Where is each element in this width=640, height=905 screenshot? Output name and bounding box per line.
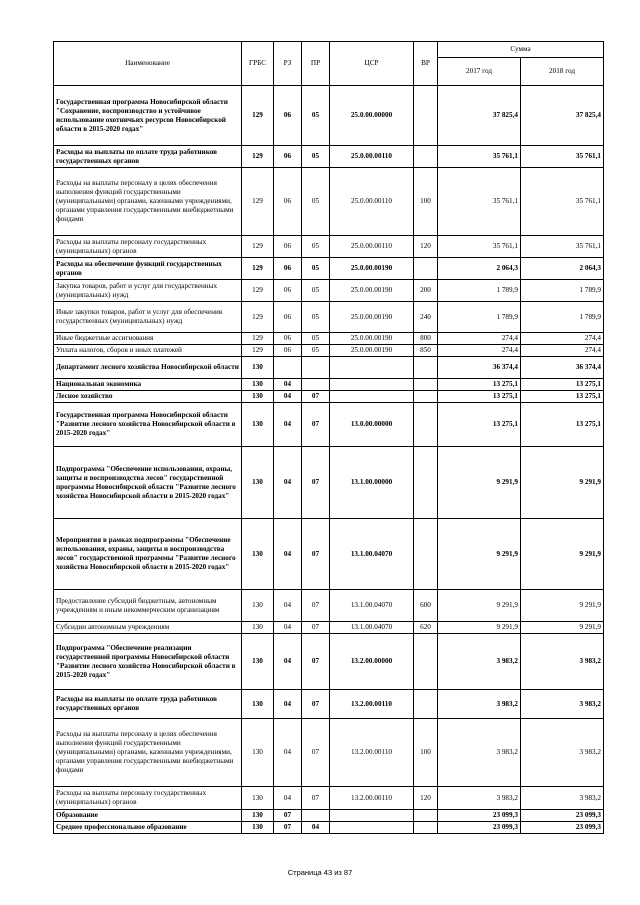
row-rz: 06 bbox=[274, 333, 302, 345]
table-row bbox=[54, 719, 604, 787]
row-sum-2018: 3 983,2 bbox=[521, 787, 604, 810]
row-pr bbox=[302, 379, 330, 391]
table-row bbox=[54, 447, 604, 519]
row-csr: 25.0.00.00190 bbox=[330, 333, 414, 345]
row-sum-2018: 1 789,9 bbox=[521, 302, 604, 333]
row-sum-2017: 3 983,2 bbox=[438, 690, 521, 719]
row-csr: 13.2.00.00110 bbox=[330, 690, 414, 719]
row-pr: 05 bbox=[302, 86, 330, 146]
row-csr: 25.0.00.00110 bbox=[330, 236, 414, 258]
row-sum-2018: 1 789,9 bbox=[521, 280, 604, 302]
row-vr: 240 bbox=[414, 302, 438, 333]
row-rz: 06 bbox=[274, 168, 302, 236]
table-row bbox=[54, 810, 604, 822]
row-sum-2018: 9 291,9 bbox=[521, 622, 604, 634]
row-csr bbox=[330, 379, 414, 391]
row-pr: 07 bbox=[302, 719, 330, 787]
row-rz: 06 bbox=[274, 280, 302, 302]
header-2017: 2017 год bbox=[438, 58, 521, 86]
row-name: Национальная экономика bbox=[54, 379, 242, 391]
document-page bbox=[53, 41, 603, 834]
row-vr bbox=[414, 86, 438, 146]
row-sum-2018: 36 374,4 bbox=[521, 357, 604, 379]
header-vr: ВР bbox=[414, 42, 438, 86]
row-sum-2017: 3 983,2 bbox=[438, 719, 521, 787]
header-csr: ЦСР bbox=[330, 42, 414, 86]
row-grbs: 129 bbox=[242, 168, 274, 236]
row-name: Предоставление субсидий бюджетным, автономным учреждениям и иным некоммерческим организациям bbox=[54, 590, 242, 622]
table-row bbox=[54, 379, 604, 391]
row-rz: 04 bbox=[274, 447, 302, 519]
row-name: Лесное хозяйство bbox=[54, 391, 242, 403]
row-csr: 13.2.00.00110 bbox=[330, 787, 414, 810]
row-csr bbox=[330, 810, 414, 822]
row-rz: 04 bbox=[274, 719, 302, 787]
row-pr: 07 bbox=[302, 634, 330, 690]
table-row bbox=[54, 302, 604, 333]
row-vr bbox=[414, 447, 438, 519]
table-body bbox=[54, 86, 604, 834]
row-name: Расходы на выплаты персоналу государственных (муниципальных) органов bbox=[54, 787, 242, 810]
row-name: Иные бюджетные ассигнования bbox=[54, 333, 242, 345]
row-grbs: 130 bbox=[242, 787, 274, 810]
row-grbs: 130 bbox=[242, 634, 274, 690]
row-vr: 100 bbox=[414, 719, 438, 787]
row-csr: 25.0.00.00110 bbox=[330, 168, 414, 236]
row-grbs: 129 bbox=[242, 236, 274, 258]
row-grbs: 130 bbox=[242, 690, 274, 719]
row-rz: 04 bbox=[274, 622, 302, 634]
row-name: Расходы на обеспечение функций государственных органов bbox=[54, 258, 242, 280]
row-vr bbox=[414, 519, 438, 590]
row-sum-2017: 23 099,3 bbox=[438, 810, 521, 822]
row-name: Расходы на выплаты по оплате труда работников государственных органов bbox=[54, 146, 242, 168]
header-name: Наименование bbox=[54, 42, 242, 86]
row-vr bbox=[414, 822, 438, 834]
row-grbs: 130 bbox=[242, 719, 274, 787]
row-csr: 13.2.00.00110 bbox=[330, 719, 414, 787]
table-row bbox=[54, 690, 604, 719]
row-pr: 05 bbox=[302, 146, 330, 168]
row-sum-2018: 37 825,4 bbox=[521, 86, 604, 146]
row-vr bbox=[414, 357, 438, 379]
row-sum-2018: 3 983,2 bbox=[521, 719, 604, 787]
row-name: Расходы на выплаты по оплате труда работников государственных органов bbox=[54, 690, 242, 719]
row-vr: 120 bbox=[414, 787, 438, 810]
table-row bbox=[54, 590, 604, 622]
row-pr: 07 bbox=[302, 787, 330, 810]
row-vr: 600 bbox=[414, 590, 438, 622]
row-csr: 13.1.00.04070 bbox=[330, 590, 414, 622]
row-sum-2018: 13 275,1 bbox=[521, 379, 604, 391]
row-sum-2017: 35 761,1 bbox=[438, 236, 521, 258]
row-csr: 25.0.00.00190 bbox=[330, 280, 414, 302]
row-grbs: 130 bbox=[242, 810, 274, 822]
row-sum-2018: 2 064,3 bbox=[521, 258, 604, 280]
row-rz: 04 bbox=[274, 391, 302, 403]
table-row bbox=[54, 634, 604, 690]
row-csr: 25.0.00.00190 bbox=[330, 302, 414, 333]
row-csr bbox=[330, 391, 414, 403]
row-grbs: 129 bbox=[242, 146, 274, 168]
row-sum-2018: 9 291,9 bbox=[521, 519, 604, 590]
row-csr: 25.0.00.00190 bbox=[330, 258, 414, 280]
row-rz: 06 bbox=[274, 345, 302, 357]
row-pr bbox=[302, 810, 330, 822]
row-sum-2017: 9 291,9 bbox=[438, 519, 521, 590]
row-sum-2017: 23 099,3 bbox=[438, 822, 521, 834]
table-row bbox=[54, 357, 604, 379]
row-sum-2018: 23 099,3 bbox=[521, 810, 604, 822]
row-vr: 620 bbox=[414, 622, 438, 634]
row-pr: 04 bbox=[302, 822, 330, 834]
row-sum-2018: 9 291,9 bbox=[521, 590, 604, 622]
row-name: Подпрограмма "Обеспечение реализации государственной программы Новосибирской области "Развитие лесного хозяйства Новосибирской области в 2015-2020 годах" bbox=[54, 634, 242, 690]
header-2018: 2018 год bbox=[521, 58, 604, 86]
row-sum-2018: 3 983,2 bbox=[521, 690, 604, 719]
row-sum-2018: 13 275,1 bbox=[521, 403, 604, 447]
row-csr: 13.2.00.00000 bbox=[330, 634, 414, 690]
row-csr: 13.0.00.00000 bbox=[330, 403, 414, 447]
table-row bbox=[54, 280, 604, 302]
row-grbs: 129 bbox=[242, 333, 274, 345]
row-sum-2017: 9 291,9 bbox=[438, 447, 521, 519]
row-rz: 06 bbox=[274, 258, 302, 280]
row-sum-2017: 13 275,1 bbox=[438, 391, 521, 403]
row-name: Образование bbox=[54, 810, 242, 822]
table-row bbox=[54, 86, 604, 146]
row-rz: 07 bbox=[274, 810, 302, 822]
row-rz: 04 bbox=[274, 403, 302, 447]
row-vr bbox=[414, 690, 438, 719]
row-rz: 04 bbox=[274, 379, 302, 391]
row-vr: 850 bbox=[414, 345, 438, 357]
row-pr: 07 bbox=[302, 622, 330, 634]
table-row bbox=[54, 236, 604, 258]
table-row bbox=[54, 391, 604, 403]
row-grbs: 130 bbox=[242, 379, 274, 391]
row-name: Государственная программа Новосибирской области "Сохранение, воспроизводство и устойчивое использование охотничьих ресурсов Новосибирской области в 2015-2020 годах" bbox=[54, 86, 242, 146]
row-sum-2017: 13 275,1 bbox=[438, 403, 521, 447]
row-sum-2017: 3 983,2 bbox=[438, 634, 521, 690]
row-grbs: 130 bbox=[242, 590, 274, 622]
table-row bbox=[54, 345, 604, 357]
row-sum-2017: 37 825,4 bbox=[438, 86, 521, 146]
row-sum-2017: 35 761,1 bbox=[438, 168, 521, 236]
row-sum-2018: 35 761,1 bbox=[521, 236, 604, 258]
row-vr bbox=[414, 634, 438, 690]
row-grbs: 129 bbox=[242, 280, 274, 302]
header-grbs: ГРБС bbox=[242, 42, 274, 86]
row-vr: 120 bbox=[414, 236, 438, 258]
row-name: Расходы на выплаты персоналу государственных (муниципальных) органов bbox=[54, 236, 242, 258]
row-csr: 13.1.00.00000 bbox=[330, 447, 414, 519]
row-sum-2017: 1 789,9 bbox=[438, 302, 521, 333]
row-sum-2018: 35 761,1 bbox=[521, 168, 604, 236]
row-csr: 25.0.00.00110 bbox=[330, 146, 414, 168]
row-grbs: 130 bbox=[242, 357, 274, 379]
row-name: Мероприятия в рамках подпрограммы "Обеспечение использования, охраны, защиты и воспроизводства лесов" государственной программы "Развитие лесного хозяйства Новосибирской области в 2015-2020 годах" bbox=[54, 519, 242, 590]
row-sum-2018: 9 291,9 bbox=[521, 447, 604, 519]
row-rz: 04 bbox=[274, 590, 302, 622]
row-rz: 06 bbox=[274, 146, 302, 168]
row-vr bbox=[414, 379, 438, 391]
row-pr bbox=[302, 357, 330, 379]
table-row bbox=[54, 519, 604, 590]
row-sum-2017: 9 291,9 bbox=[438, 622, 521, 634]
budget-table bbox=[53, 41, 604, 834]
row-vr bbox=[414, 403, 438, 447]
row-sum-2018: 274,4 bbox=[521, 333, 604, 345]
header-rz: РЗ bbox=[274, 42, 302, 86]
table-row bbox=[54, 622, 604, 634]
row-name: Расходы на выплаты персоналу в целях обеспечения выполнения функций государственными (муниципальными) органами, казенными учреждениями, органами управления государственными внебюджетными фондами bbox=[54, 719, 242, 787]
row-csr bbox=[330, 822, 414, 834]
row-name: Расходы на выплаты персоналу в целях обеспечения выполнения функций государственными (муниципальными) органами, казенными учреждениями, органами управления государственными внебюджетными фондами bbox=[54, 168, 242, 236]
row-name: Закупка товаров, работ и услуг для государственных (муниципальных) нужд bbox=[54, 280, 242, 302]
row-rz: 06 bbox=[274, 302, 302, 333]
row-sum-2017: 3 983,2 bbox=[438, 787, 521, 810]
row-csr: 25.0.00.00000 bbox=[330, 86, 414, 146]
row-sum-2017: 274,4 bbox=[438, 345, 521, 357]
row-sum-2018: 23 099,3 bbox=[521, 822, 604, 834]
row-pr: 07 bbox=[302, 690, 330, 719]
row-sum-2017: 1 789,9 bbox=[438, 280, 521, 302]
row-sum-2018: 274,4 bbox=[521, 345, 604, 357]
row-pr: 05 bbox=[302, 333, 330, 345]
row-pr: 05 bbox=[302, 345, 330, 357]
row-pr: 07 bbox=[302, 403, 330, 447]
row-grbs: 130 bbox=[242, 403, 274, 447]
row-rz: 04 bbox=[274, 690, 302, 719]
row-grbs: 129 bbox=[242, 86, 274, 146]
row-pr: 07 bbox=[302, 447, 330, 519]
row-vr bbox=[414, 146, 438, 168]
row-vr bbox=[414, 258, 438, 280]
row-name: Департамент лесного хозяйства Новосибирской области bbox=[54, 357, 242, 379]
row-sum-2017: 274,4 bbox=[438, 333, 521, 345]
row-csr bbox=[330, 357, 414, 379]
row-rz: 04 bbox=[274, 519, 302, 590]
row-csr: 13.1.00.04070 bbox=[330, 519, 414, 590]
header-pr: ПР bbox=[302, 42, 330, 86]
row-pr: 07 bbox=[302, 391, 330, 403]
row-grbs: 130 bbox=[242, 391, 274, 403]
row-sum-2017: 36 374,4 bbox=[438, 357, 521, 379]
row-pr: 05 bbox=[302, 280, 330, 302]
row-grbs: 130 bbox=[242, 822, 274, 834]
row-vr: 100 bbox=[414, 168, 438, 236]
row-grbs: 130 bbox=[242, 519, 274, 590]
row-name: Субсидии автономным учреждениям bbox=[54, 622, 242, 634]
row-pr: 05 bbox=[302, 168, 330, 236]
row-grbs: 129 bbox=[242, 302, 274, 333]
row-pr: 05 bbox=[302, 236, 330, 258]
row-csr: 13.1.00.04070 bbox=[330, 622, 414, 634]
row-sum-2017: 9 291,9 bbox=[438, 590, 521, 622]
table-row bbox=[54, 333, 604, 345]
row-pr: 07 bbox=[302, 590, 330, 622]
row-rz: 07 bbox=[274, 822, 302, 834]
header-sum: Сумма bbox=[438, 42, 604, 58]
row-rz bbox=[274, 357, 302, 379]
row-sum-2018: 35 761,1 bbox=[521, 146, 604, 168]
row-name: Государственная программа Новосибирской области "Развитие лесного хозяйства Новосибирской области в 2015-2020 годах" bbox=[54, 403, 242, 447]
row-name: Среднее профессиональное образование bbox=[54, 822, 242, 834]
row-name: Уплата налогов, сборов и иных платежей bbox=[54, 345, 242, 357]
row-name: Иные закупки товаров, работ и услуг для обеспечения государственных (муниципальных) нужд bbox=[54, 302, 242, 333]
row-grbs: 130 bbox=[242, 622, 274, 634]
row-rz: 04 bbox=[274, 634, 302, 690]
row-sum-2017: 35 761,1 bbox=[438, 146, 521, 168]
table-row bbox=[54, 258, 604, 280]
row-grbs: 129 bbox=[242, 258, 274, 280]
row-vr: 800 bbox=[414, 333, 438, 345]
row-csr: 25.0.00.00190 bbox=[330, 345, 414, 357]
table-row bbox=[54, 787, 604, 810]
row-vr bbox=[414, 810, 438, 822]
row-name: Подпрограмма "Обеспечение использования, охраны, защиты и воспроизводства лесов" государственной программы Новосибирской области "Развитие лесного хозяйства Новосибирской области в 2015-2020 годах" bbox=[54, 447, 242, 519]
row-sum-2018: 3 983,2 bbox=[521, 634, 604, 690]
row-vr bbox=[414, 391, 438, 403]
table-row bbox=[54, 146, 604, 168]
row-sum-2017: 13 275,1 bbox=[438, 379, 521, 391]
row-rz: 06 bbox=[274, 236, 302, 258]
row-sum-2017: 2 064,3 bbox=[438, 258, 521, 280]
row-vr: 200 bbox=[414, 280, 438, 302]
row-pr: 07 bbox=[302, 519, 330, 590]
table-row bbox=[54, 403, 604, 447]
row-sum-2018: 13 275,1 bbox=[521, 391, 604, 403]
row-grbs: 129 bbox=[242, 345, 274, 357]
row-rz: 04 bbox=[274, 787, 302, 810]
row-pr: 05 bbox=[302, 302, 330, 333]
table-row bbox=[54, 822, 604, 834]
row-pr: 05 bbox=[302, 258, 330, 280]
row-grbs: 130 bbox=[242, 447, 274, 519]
row-rz: 06 bbox=[274, 86, 302, 146]
page-number: Страница 43 из 87 bbox=[287, 868, 353, 877]
table-row bbox=[54, 168, 604, 236]
